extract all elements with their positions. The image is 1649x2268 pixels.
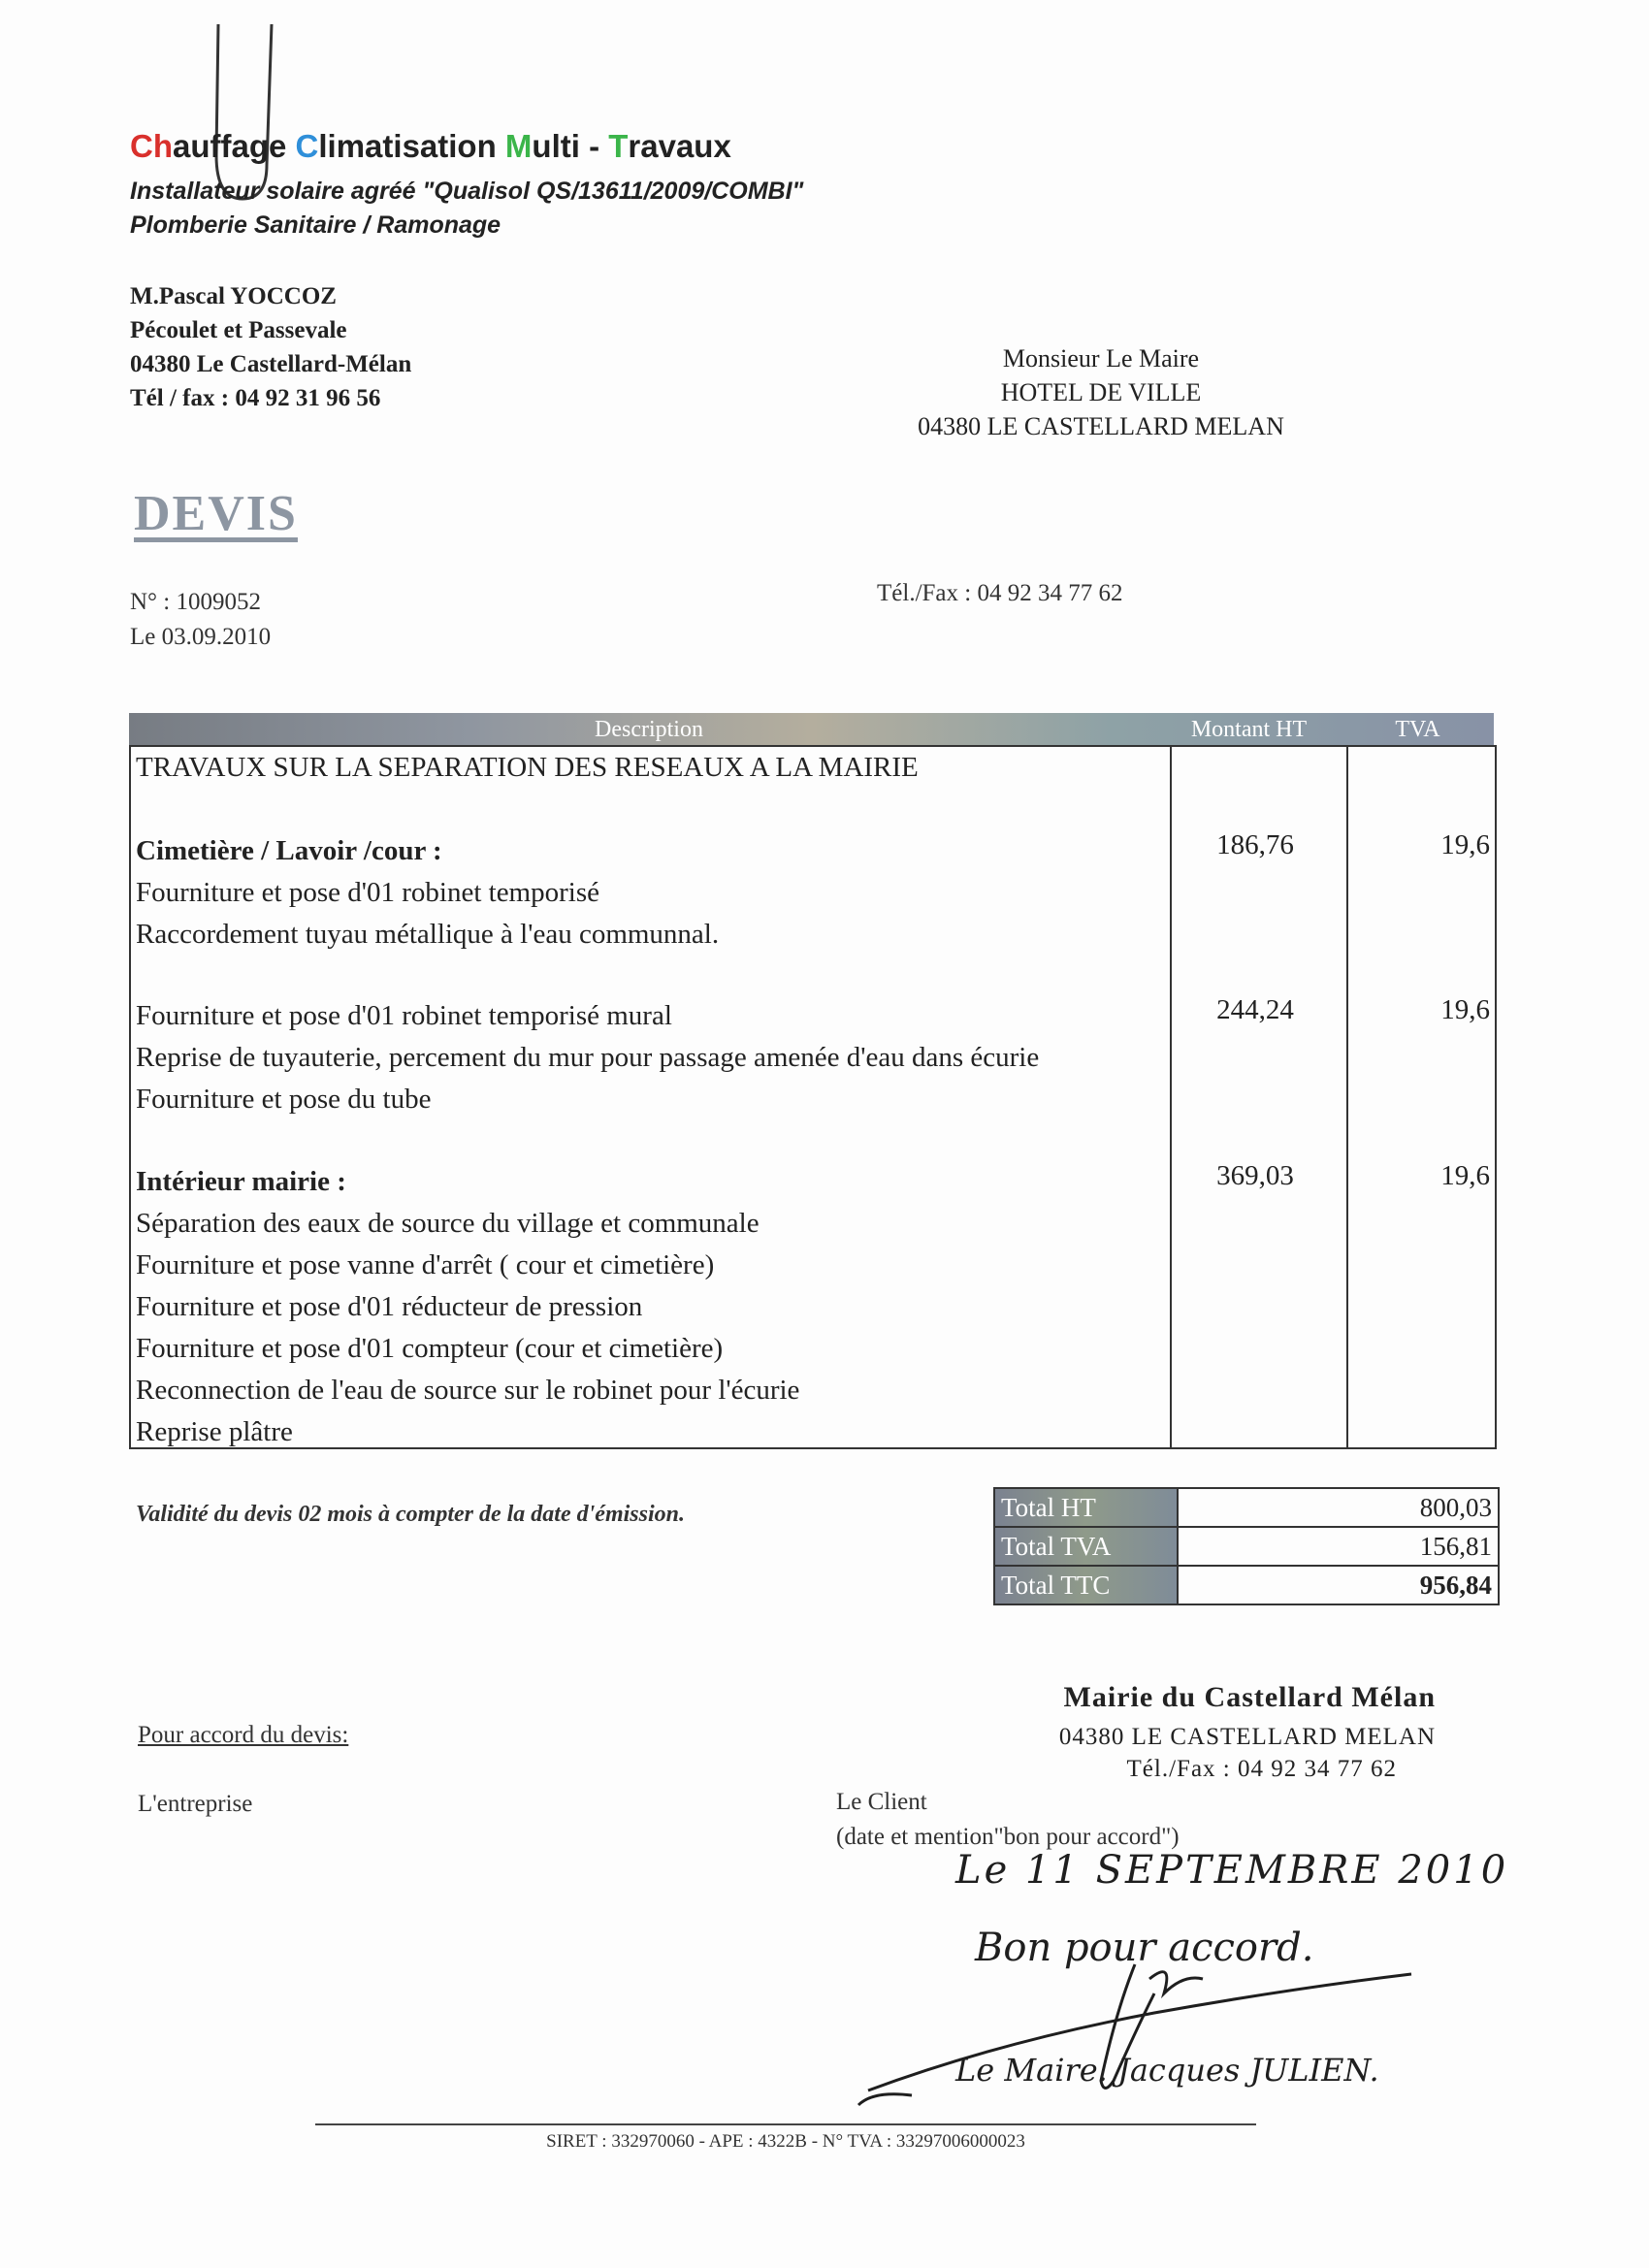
recipient-line1: Monsieur Le Maire [1002, 344, 1200, 373]
tva-cell: 19,6 [1440, 829, 1490, 860]
company-subtitle-qualisol: Installateur solaire agréé "Qualisol QS/13611/2009/COMBI" [130, 178, 804, 205]
company-name-part: ravaux [628, 128, 731, 164]
recipient-address [873, 341, 1329, 443]
devis-meta [130, 585, 271, 655]
header-tva: TVA [1395, 717, 1440, 742]
tva-cell: 19,6 [1440, 1160, 1490, 1191]
client-block [836, 1785, 1180, 1855]
devis-number: N° : 1009052 [130, 589, 261, 615]
client-note: (date et mention"bon pour accord") [836, 1824, 1180, 1850]
totals-table [993, 1487, 1500, 1605]
amount-cell: 186,76 [1216, 829, 1294, 860]
footer-legal: SIRET : 332970060 - APE : 4322B - N° TVA : 33297006000023 [546, 2131, 1025, 2152]
client-label: Le Client [836, 1789, 927, 1815]
sender-line2: 04380 Le Castellard-Mélan [130, 351, 412, 377]
sender-line1: Pécoulet et Passevale [130, 317, 347, 343]
total-ht-label: Total HT [994, 1488, 1178, 1527]
list-item: Reconnection de l'eau de source sur le robinet pour l'écurie [136, 1375, 800, 1406]
total-ht-row [994, 1488, 1499, 1527]
list-item: Séparation des eaux de source du village et communale [136, 1208, 760, 1239]
group-interieur-mairie [136, 1161, 799, 1453]
recipient-line2: HOTEL DE VILLE [1000, 378, 1202, 406]
company-subtitle-plomberie: Plomberie Sanitaire / Ramonage [130, 211, 501, 239]
header-description: Description [595, 717, 703, 742]
accord-label: Pour accord du devis: [138, 1722, 349, 1748]
devis-tel: Tél./Fax : 04 92 34 77 62 [877, 580, 1123, 606]
list-item: Fourniture et pose d'01 compteur (cour et cimetière) [136, 1333, 724, 1364]
list-item: Raccordement tuyau métallique à l'eau communnal. [136, 919, 720, 950]
signature-icon [854, 1935, 1436, 2120]
group-mural [136, 995, 1039, 1120]
list-item: Fourniture et pose vanne d'arrêt ( cour et cimetière) [136, 1249, 715, 1280]
amount-cell: 244,24 [1216, 994, 1294, 1025]
group-heading: Cimetière / Lavoir /cour : [136, 835, 442, 866]
entreprise-label: L'entreprise [138, 1791, 253, 1817]
footer-divider [315, 2123, 1256, 2125]
total-tva-row [994, 1527, 1499, 1566]
list-item: Reprise plâtre [136, 1416, 293, 1447]
company-name-part: limatisation [318, 128, 505, 164]
list-item: Reprise de tuyauterie, percement du mur pour passage amenée d'eau dans écurie [136, 1042, 1040, 1073]
total-tva-label: Total TVA [994, 1527, 1178, 1566]
handwritten-signoff: Le Maire. Jacques JULIEN. [955, 2052, 1379, 2089]
total-ttc-value: 956,84 [1178, 1566, 1499, 1604]
table-title: TRAVAUX SUR LA SEPARATION DES RESEAUX A LA MAIRIE [136, 752, 919, 783]
list-item: Fourniture et pose d'01 robinet temporisé [136, 877, 599, 908]
company-name-part: T [608, 128, 629, 164]
list-item: Fourniture et pose d'01 robinet temporisé mural [136, 1000, 672, 1031]
tva-cell: 19,6 [1440, 994, 1490, 1025]
list-item: Fourniture et pose du tube [136, 1084, 432, 1115]
validity-note: Validité du devis 02 mois à compter de la date d'émission. [136, 1502, 685, 1527]
group-cimetiere [136, 830, 719, 956]
total-tva-value: 156,81 [1178, 1527, 1499, 1566]
table-header [129, 713, 1494, 745]
sender-address [130, 279, 411, 415]
company-name-part: auffage [173, 128, 296, 164]
recipient-line3: 04380 LE CASTELLARD MELAN [918, 412, 1284, 440]
company-name [130, 128, 731, 165]
stamp-title: Mairie du Castellard Mélan [1063, 1681, 1436, 1713]
company-name-part: ulti - [532, 128, 609, 164]
header-amount: Montant HT [1190, 717, 1308, 742]
total-ttc-label: Total TTC [994, 1566, 1178, 1604]
sender-phone: Tél / fax : 04 92 31 96 56 [130, 385, 381, 411]
stamp-line1: 04380 LE CASTELLARD MELAN [1058, 1724, 1436, 1750]
total-ttc-row [994, 1566, 1499, 1604]
devis-date: Le 03.09.2010 [130, 624, 272, 650]
list-item: Fourniture et pose d'01 réducteur de pression [136, 1291, 643, 1322]
company-name-part: C [295, 128, 319, 164]
company-name-part: M [504, 128, 533, 164]
company-name-part: Ch [130, 128, 173, 164]
amount-cell: 369,03 [1216, 1160, 1294, 1191]
handwritten-date: Le 11 SEPTEMBRE 2010 [955, 1848, 1509, 1893]
handwritten-accord: Bon pour accord. [975, 1926, 1314, 1970]
group-heading: Intérieur mairie : [136, 1166, 346, 1197]
stamp-line2: Tél./Fax : 04 92 34 77 62 [1126, 1756, 1397, 1782]
total-ht-value: 800,03 [1178, 1488, 1499, 1527]
sender-name: M.Pascal YOCCOZ [130, 283, 337, 309]
document-title: DEVIS [134, 486, 298, 541]
